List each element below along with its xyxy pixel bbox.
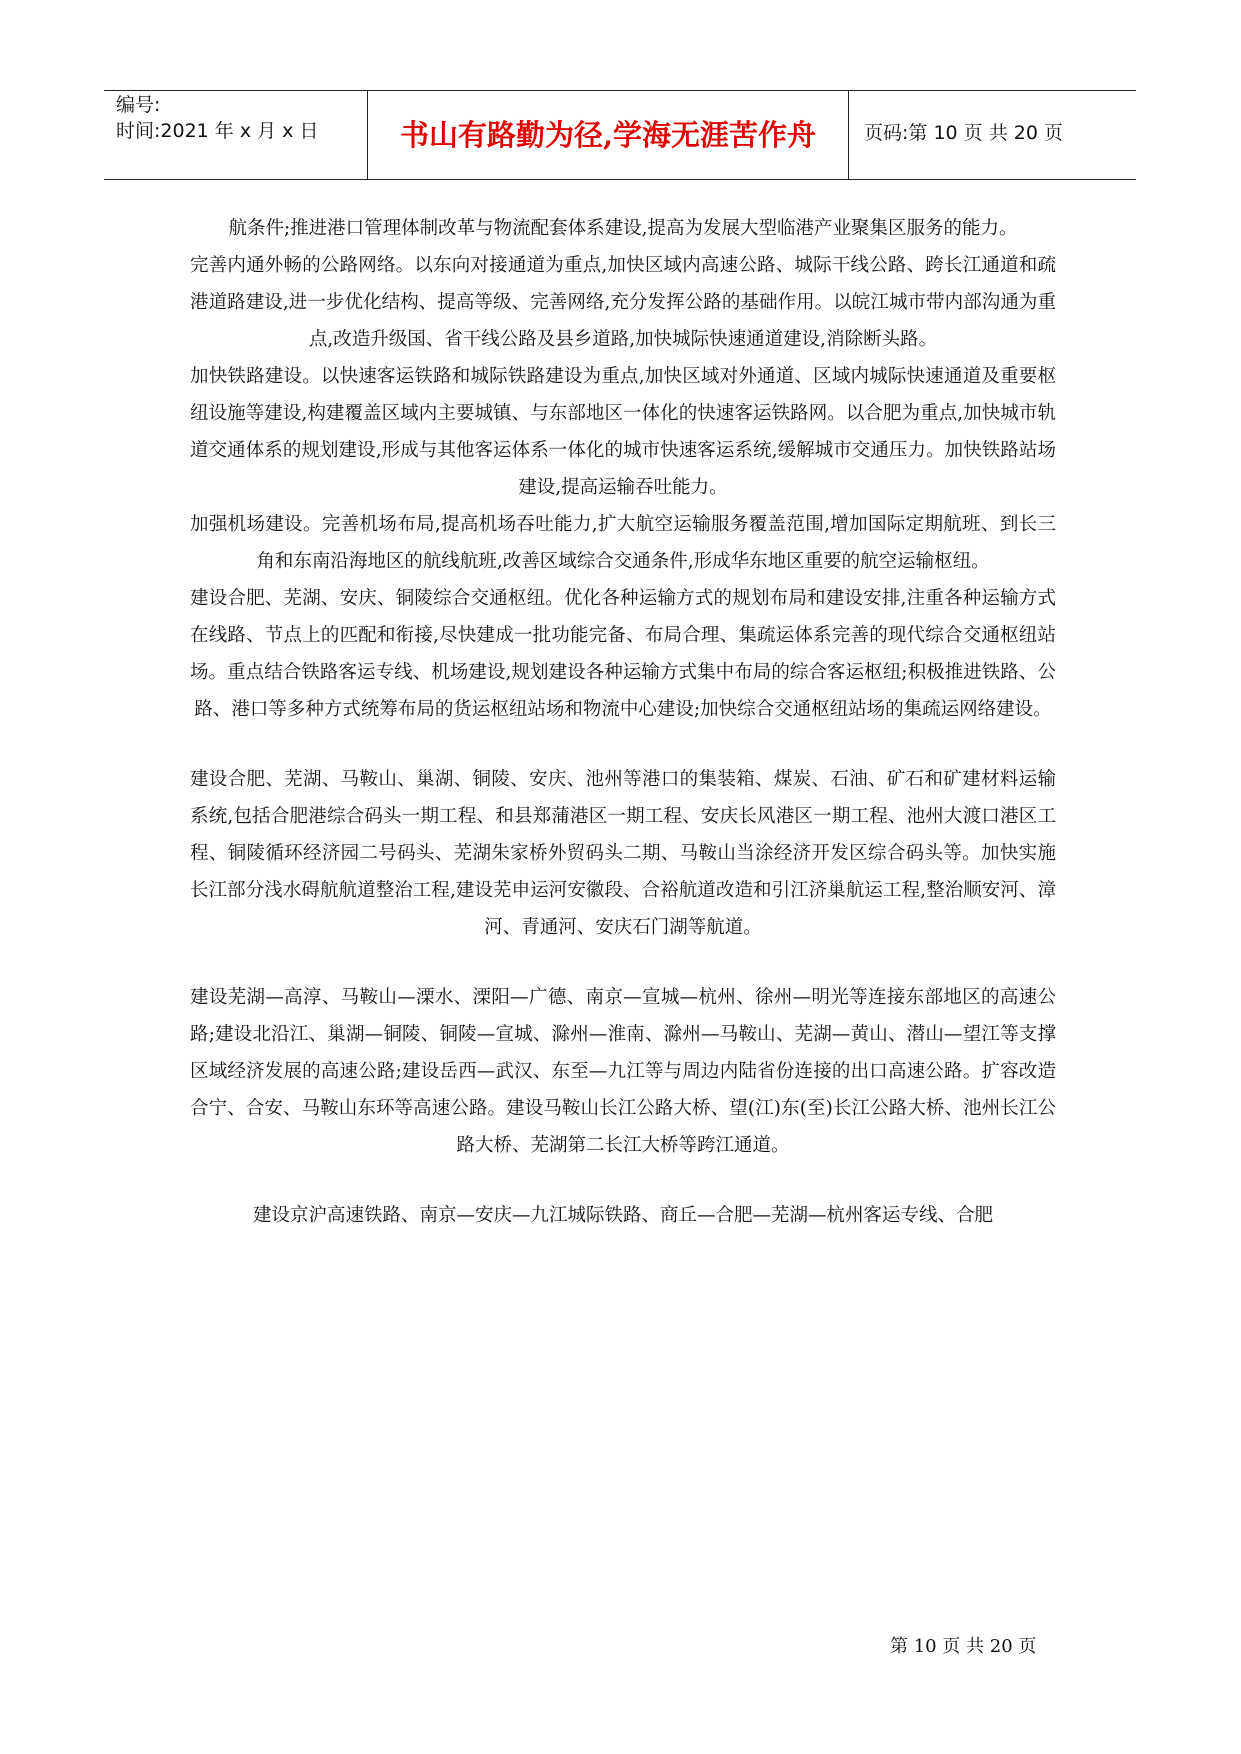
paragraph-spacer	[190, 946, 1056, 979]
document-time-label: 时间:2021 年 x 月 x 日	[116, 120, 319, 142]
document-number-label: 编号:	[116, 94, 161, 116]
page-footer-number: 第 10 页 共 20 页	[890, 1636, 1037, 1657]
header-page-code: 页码:第 10 页 共 20 页	[864, 122, 1063, 144]
paragraph: 完善内通外畅的公路网络。以东向对接通道为重点,加快区域内高速公路、城际干线公路、跨长江通道和疏港道路建设,进一步优化结构、提高等级、完善网络,充分发挥公路的基础作用。以皖江城市带内部沟通为重点,改造升级国、省干线公路及县乡道路,加快城际快速通道建设,消除断头路。	[190, 255, 1056, 350]
paragraph: 建设合肥、芜湖、安庆、铜陵综合交通枢纽。优化各种运输方式的规划布局和建设安排,注重各种运输方式在线路、节点上的匹配和衔接,尽快建成一批功能完备、布局合理、集疏运体系完善的现代综合交通枢纽站场。重点结合铁路客运专线、机场建设,规划建设各种运输方式集中布局的综合客运枢纽;积极推进铁路、公路、港口等多种方式统筹布局的货运枢纽站场和物流中心建设;加快综合交通枢纽站场的集疏运网络建设。	[190, 588, 1056, 720]
document-body	[190, 210, 1056, 1234]
page-header	[104, 90, 1136, 180]
paragraph: 航条件;推进港口管理体制改革与物流配套体系建设,提高为发展大型临港产业聚集区服务的能力。	[228, 218, 1018, 239]
paragraph-spacer	[190, 1164, 1056, 1197]
header-motto-cell	[368, 91, 849, 179]
paragraph: 加快铁路建设。以快速客运铁路和城际铁路建设为重点,加快区域对外通道、区域内城际快速通道及重要枢纽设施等建设,构建覆盖区域内主要城镇、与东部地区一体化的快速客运铁路网。以合肥为重点,加快城市轨道交通体系的规划建设,形成与其他客运体系一体化的城市快速客运系统,缓解城市交通压力。加快铁路站场建设,提高运输吞吐能力。	[190, 366, 1056, 498]
header-info-cell	[104, 91, 368, 179]
paragraph: 建设京沪高速铁路、南京—安庆—九江城际铁路、商丘—合肥—芜湖—杭州客运专线、合肥	[252, 1205, 993, 1226]
header-page-cell	[849, 91, 1136, 179]
paragraph: 建设合肥、芜湖、马鞍山、巢湖、铜陵、安庆、池州等港口的集装箱、煤炭、石油、矿石和矿建材料运输系统,包括合肥港综合码头一期工程、和县郑蒲港区一期工程、安庆长风港区一期工程、池州大渡口港区工程、铜陵循环经济园二号码头、芜湖朱家桥外贸码头二期、马鞍山当涂经济开发区综合码头等。加快实施长江部分浅水碍航航道整治工程,建设芜申运河安徽段、合裕航道改造和引江济巢航运工程,整治顺安河、漳河、青通河、安庆石门湖等航道。	[190, 769, 1056, 938]
paragraph: 加强机场建设。完善机场布局,提高机场吞吐能力,扩大航空运输服务覆盖范围,增加国际定期航班、到长三角和东南沿海地区的航线航班,改善区域综合交通条件,形成华东地区重要的航空运输枢纽。	[190, 514, 1056, 572]
paragraph: 建设芜湖—高淳、马鞍山—溧水、溧阳—广德、南京—宣城—杭州、徐州—明光等连接东部地区的高速公路;建设北沿江、巢湖—铜陵、铜陵—宣城、滁州—淮南、滁州—马鞍山、芜湖—黄山、潜山—望江等支撑区域经济发展的高速公路;建设岳西—武汉、东至—九江等与周边内陆省份连接的出口高速公路。扩容改造合宁、合安、马鞍山东环等高速公路。建设马鞍山长江公路大桥、望(江)东(至)长江公路大桥、池州长江公路大桥、芜湖第二长江大桥等跨江通道。	[190, 987, 1056, 1156]
paragraph-spacer	[190, 728, 1056, 761]
header-motto: 书山有路勤为径,学海无涯苦作舟	[399, 118, 817, 152]
